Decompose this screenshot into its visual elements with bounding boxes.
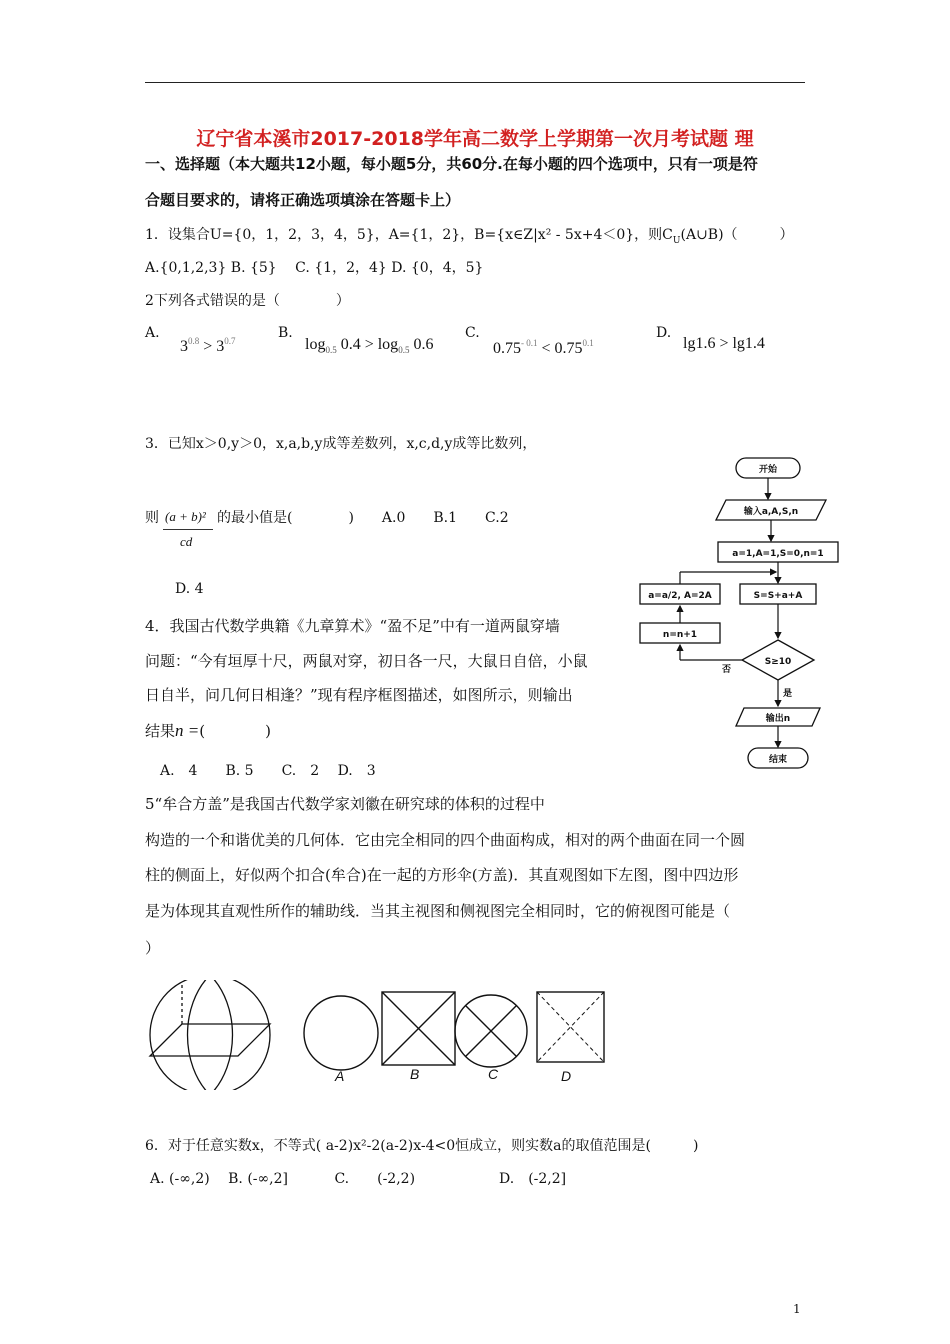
figure-label-c: C (488, 1066, 499, 1082)
question-3-then: 则 (145, 510, 159, 526)
c-exp2: 0.1 (582, 338, 594, 348)
question-4-line2: 问题：“今有垣厚十尺，两鼠对穿，初日各一尺，大鼠日自倍，小鼠 (145, 652, 588, 670)
question-3-numerator: (a + b)² (165, 509, 206, 524)
page-number: 1 (793, 1302, 801, 1316)
question-2-option-c (493, 338, 594, 358)
q4-blank: ( ) (199, 722, 271, 740)
question-1-stem-end: (A∪B)（ ） (680, 227, 794, 243)
b-sub1: 0.5 (325, 345, 337, 356)
q4-var-n: n = (175, 721, 200, 740)
flowchart-figure (630, 450, 855, 780)
page-title: 辽宁省本溪市2017-2018学年高二数学上学期第一次月考试题 理 (196, 128, 754, 150)
option-a-circle-figure (304, 996, 378, 1070)
a-exp1: 0.8 (188, 336, 200, 346)
option-b-square-figure (382, 992, 455, 1065)
question-3-denominator: cd (180, 534, 193, 549)
question-1-complement-sub: U (672, 235, 681, 246)
question-5-line4: 是为体现其直观性所作的辅助线．当其主视图和侧视图完全相同时，它的俯视图可能是（ (145, 902, 731, 920)
question-3-rest: 的最小值是( ) A.0 B.1 C.2 (217, 510, 509, 526)
fraction-bar (163, 529, 213, 530)
figure-label-b: B (410, 1066, 420, 1082)
question-3-option-d: D. 4 (175, 581, 204, 597)
header-rule (145, 82, 805, 83)
flowchart-output-text: 输出n (765, 714, 791, 724)
question-5-figures (140, 980, 620, 1090)
question-5-line1: 5“牟合方盖”是我国古代数学家刘徽在研究球的体积的过程中 (145, 795, 545, 813)
question-5-line2: 构造的一个和谐优美的几何体．它由完全相同的四个曲面构成，相对的两个曲面在同一个圆 (145, 831, 746, 849)
c-base1: 0.75 (493, 340, 521, 357)
question-1-options: A.{0,1,2,3} B. {5} C. {1，2，4} D. {0，4，5} (145, 260, 484, 276)
b-arg1: 0.4 > (336, 336, 378, 353)
flowchart-increment-text: n=n+1 (662, 630, 698, 640)
flowchart-end-text: 结束 (768, 755, 788, 765)
flowchart-init-text: a=1,A=1,S=0,n=1 (732, 549, 824, 559)
b-arg2: 0.6 (409, 336, 434, 353)
question-5-line5: ） (145, 939, 161, 957)
a-exp2: 0.7 (224, 336, 236, 346)
figure-label-a: A (335, 1068, 345, 1084)
mouhefanggai-solid-figure (150, 980, 270, 1090)
a-op: > (199, 338, 217, 355)
question-2-option-a (180, 336, 236, 356)
b-log1: log (305, 336, 326, 353)
question-4-line3: 日自半，问几何日相逢？”现有程序框图描述，如图所示，则输出 (145, 686, 573, 704)
question-5-line3: 柱的侧面上，好似两个扣合(牟合)在一起的方形伞(方盖)．其直观图如下左图，图中四边形 (145, 866, 739, 884)
question-2-option-d: lg1.6 > lg1.4 (683, 335, 765, 352)
b-log2: log (377, 336, 399, 353)
question-4-line1: 4．我国古代数学典籍《九章算术》“盈不足”中有一道两鼠穿墙 (145, 617, 560, 635)
c-exp1: - 0.1 (521, 338, 538, 348)
flowchart-sum-text: S=S+a+A (753, 591, 803, 601)
flowchart-yes-label: 是 (783, 689, 793, 699)
option-d-square-dashed-figure (537, 992, 604, 1062)
question-4-line4 (145, 720, 271, 741)
a-base1: 3 (180, 338, 188, 355)
question-1-stem (145, 224, 794, 246)
question-4-options: A. 4 B. 5 C. 2 D. 3 (160, 763, 376, 779)
c-base2: 0.75 (554, 340, 583, 357)
question-2-label-a: A. (145, 325, 160, 341)
question-6-stem: 6．对于任意实数x，不等式( a-2)x²-2(a-2)x-4<0恒成立，则实数a的取值范围是( ) (145, 1138, 699, 1154)
section-heading-line2: 合题目要求的，请将正确选项填涂在答题卡上） (145, 191, 461, 209)
flowchart-decision-text: S≥10 (764, 657, 792, 667)
figure-label-d: D (561, 1068, 572, 1084)
question-6-options: A. (-∞,2) B. (-∞,2] C. (-2,2) D. (-2,2] (150, 1171, 567, 1187)
question-3-stem: 3．已知x＞0,y＞0，x,a,b,y成等差数列，x,c,d,y成等比数列， (145, 436, 537, 452)
question-2-label-b: B. (278, 325, 293, 341)
flowchart-input-text: 输入a,A,S,n (743, 507, 799, 517)
a-base2: 3 (216, 338, 225, 355)
question-1-stem-main: 1．设集合U={0，1，2，3，4，5}，A={1，2}，B={x∈Z|x² - 5x+4＜0}，则C (145, 227, 673, 243)
question-2-label-d: D. (656, 325, 672, 341)
question-2-option-b (305, 336, 433, 355)
flowchart-update-text: a=a/2, A=2A (648, 591, 712, 601)
q4-result-label: 结果 (145, 722, 176, 740)
flowchart-no-label: 否 (722, 665, 732, 675)
c-op: < (537, 340, 555, 357)
flowchart-start-text: 开始 (758, 465, 778, 475)
question-2-stem: 2下列各式错误的是（ ） (145, 293, 350, 309)
question-2-label-c: C. (465, 325, 480, 341)
section-heading-line1: 一、选择题（本大题共12小题，每小题5分，共60分.在每小题的四个选项中，只有一项是符 (145, 155, 758, 173)
option-c-circle-x-figure (455, 995, 527, 1067)
b-sub2: 0.5 (398, 345, 410, 356)
